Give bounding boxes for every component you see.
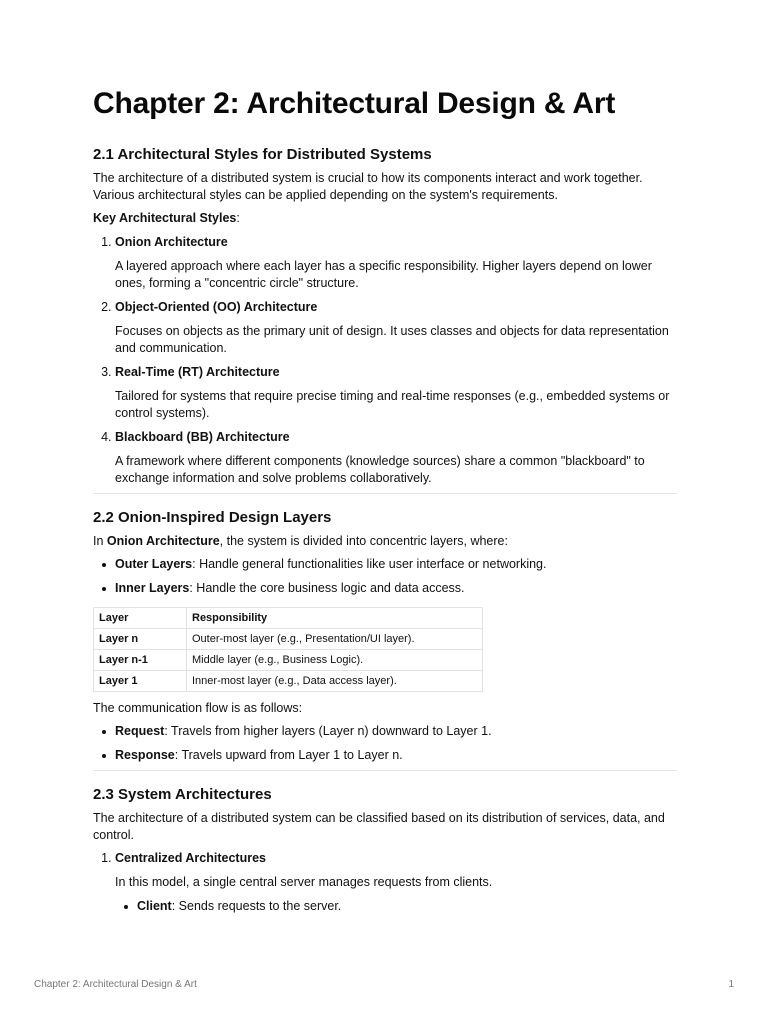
flow-bullets xyxy=(93,723,677,764)
section-2-2-intro: In Onion Architecture, the system is divided into concentric layers, where: xyxy=(93,534,508,548)
list-item xyxy=(115,364,677,422)
section-heading-2-3: 2.3 System Architectures xyxy=(93,786,272,803)
list-item: Client: Sends requests to the server. xyxy=(137,898,677,915)
architecture-sub-bullets xyxy=(115,898,677,915)
footer-chapter-title: Chapter 2: Architectural Design & Art xyxy=(34,979,197,990)
architecture-name: Centralized Architectures xyxy=(115,851,266,865)
style-description: A layered approach where each layer has a specific responsibility. Higher layers depend on lower ones, forming a "concentric circle" structure. xyxy=(115,259,652,290)
table-header: Responsibility xyxy=(187,608,483,629)
layer-bullets xyxy=(93,556,677,597)
flow-intro: The communication flow is as follows: xyxy=(93,701,303,715)
table-cell: Layer n xyxy=(94,629,187,650)
list-item: Response: Travels upward from Layer 1 to Layer n. xyxy=(115,747,677,764)
section-2-1-intro: The architecture of a distributed system is crucial to how its components interact and work together. Various architectural styles can be applied depending on the system's requirements. xyxy=(93,171,643,202)
list-item xyxy=(115,299,677,357)
page-content xyxy=(93,84,677,915)
table-cell: Layer 1 xyxy=(94,671,187,692)
table-cell: Inner-most layer (e.g., Data access layer). xyxy=(187,671,483,692)
section-heading-2-2: 2.2 Onion-Inspired Design Layers xyxy=(93,509,332,526)
page-title: Chapter 2: Architectural Design & Art xyxy=(93,87,616,120)
list-item xyxy=(115,850,677,915)
style-name: Real-Time (RT) Architecture xyxy=(115,365,280,379)
style-description: Focuses on objects as the primary unit of design. It uses classes and objects for data representation and communication. xyxy=(115,324,669,355)
layers-table xyxy=(93,607,483,692)
list-item xyxy=(115,234,677,292)
list-item: Request: Travels from higher layers (Layer n) downward to Layer 1. xyxy=(115,723,677,740)
section-heading-2-1: 2.1 Architectural Styles for Distributed Systems xyxy=(93,146,432,163)
table-cell: Outer-most layer (e.g., Presentation/UI layer). xyxy=(187,629,483,650)
architectural-styles-list xyxy=(93,234,677,487)
table-header: Layer xyxy=(94,608,187,629)
style-name: Blackboard (BB) Architecture xyxy=(115,430,290,444)
table-header-row xyxy=(94,608,483,629)
list-item xyxy=(115,429,677,487)
table-row xyxy=(94,671,483,692)
style-description: Tailored for systems that require precise timing and real-time responses (e.g., embedded systems or control systems). xyxy=(115,389,670,420)
style-description: A framework where different components (knowledge sources) share a common "blackboard" to exchange information and solve problems collaboratively. xyxy=(115,454,645,485)
section-divider xyxy=(93,770,677,771)
table-row xyxy=(94,650,483,671)
architecture-description: In this model, a single central server manages requests from clients. xyxy=(115,875,493,889)
section-2-3-intro: The architecture of a distributed system can be classified based on its distribution of services, data, and control. xyxy=(93,811,665,842)
table-row xyxy=(94,629,483,650)
section-divider xyxy=(93,493,677,494)
style-name: Onion Architecture xyxy=(115,235,228,249)
footer-page-number: 1 xyxy=(728,979,734,990)
style-name: Object-Oriented (OO) Architecture xyxy=(115,300,318,314)
table-cell: Layer n-1 xyxy=(94,650,187,671)
list-item: Inner Layers: Handle the core business logic and data access. xyxy=(115,580,677,597)
key-styles-label: Key Architectural Styles: xyxy=(93,211,240,225)
list-item: Outer Layers: Handle general functionalities like user interface or networking. xyxy=(115,556,677,573)
table-cell: Middle layer (e.g., Business Logic). xyxy=(187,650,483,671)
system-architectures-list xyxy=(93,850,677,915)
